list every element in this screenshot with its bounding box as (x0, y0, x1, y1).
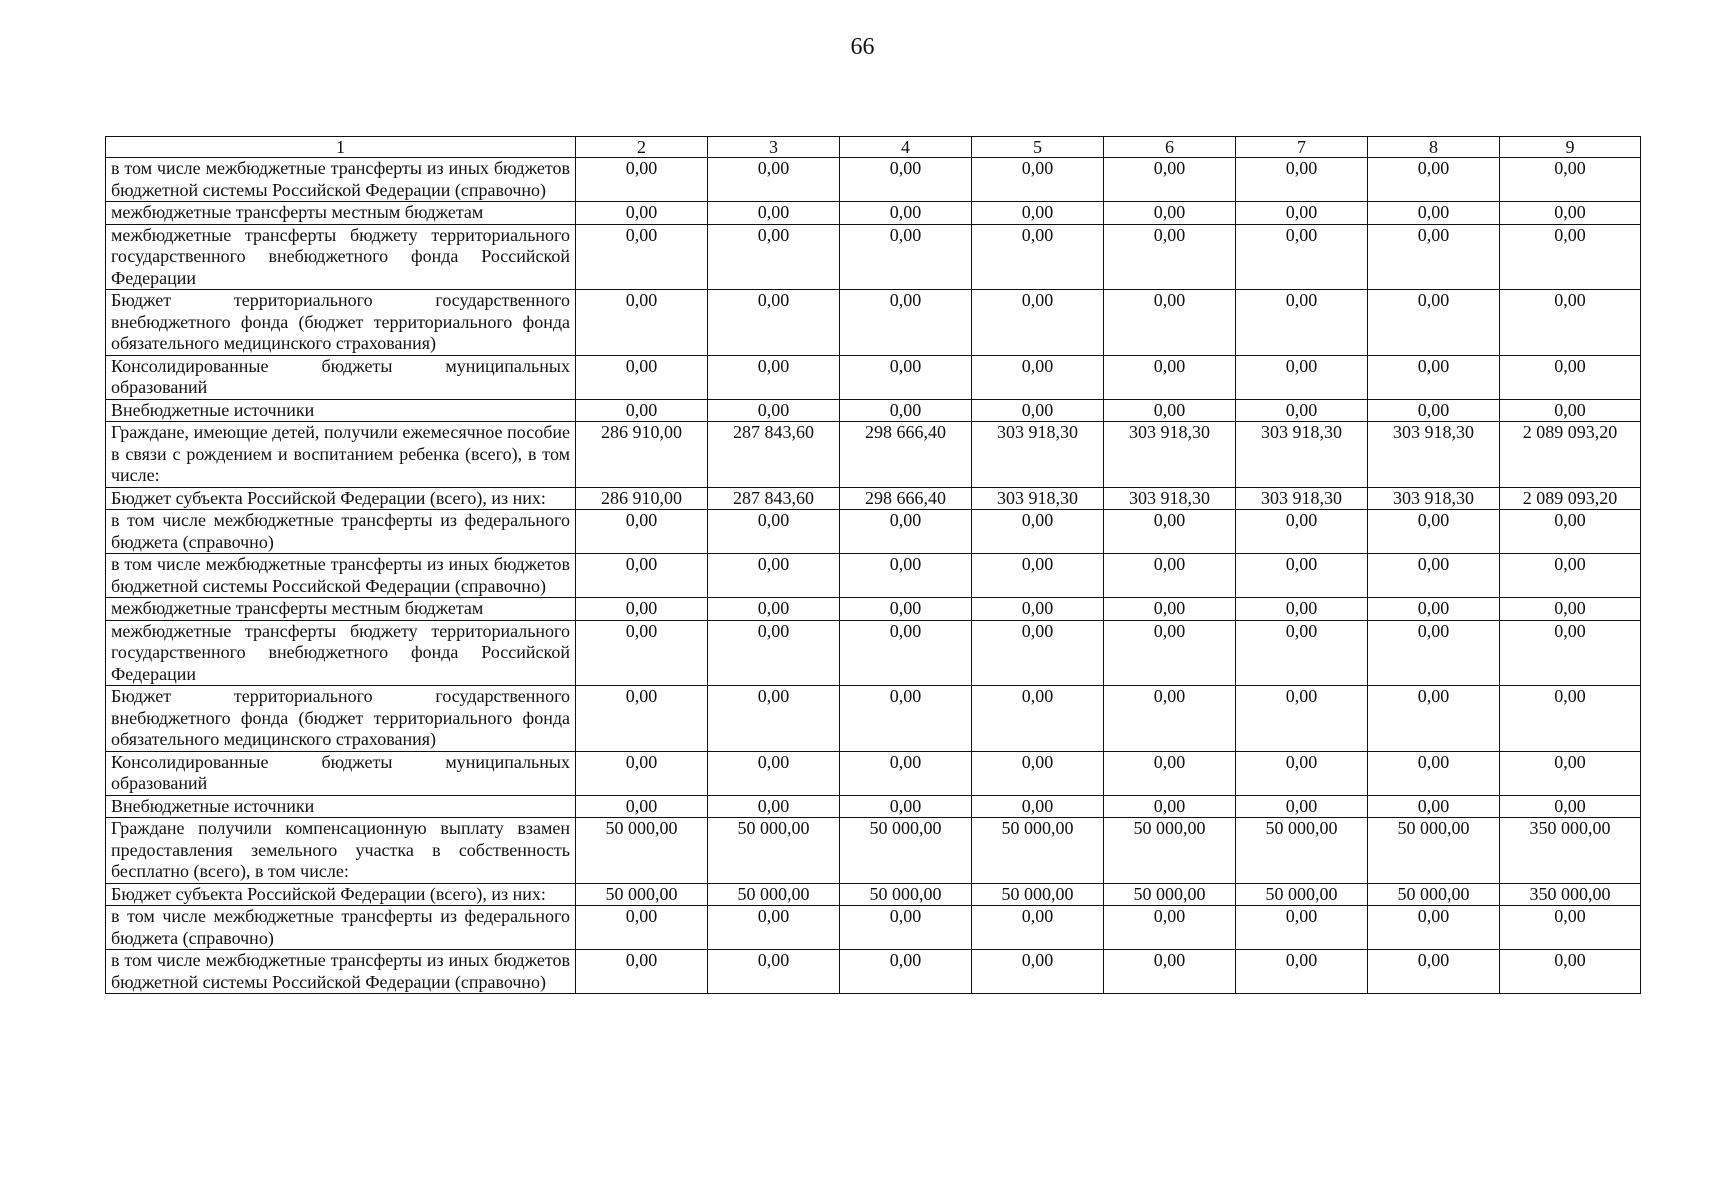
row-value: 0,00 (1368, 686, 1500, 752)
row-value: 0,00 (840, 399, 972, 422)
row-value: 0,00 (1368, 510, 1500, 554)
row-value: 0,00 (1104, 795, 1236, 818)
row-value: 0,00 (708, 950, 840, 994)
row-label: в том числе межбюджетные трансферты из федерального бюджета (справочно) (106, 906, 576, 950)
row-value: 350 000,00 (1500, 883, 1641, 906)
table-row (106, 202, 1641, 225)
row-value: 0,00 (1500, 751, 1641, 795)
row-value: 0,00 (1368, 598, 1500, 621)
row-value: 0,00 (1500, 290, 1641, 356)
row-value: 0,00 (1368, 751, 1500, 795)
row-value: 0,00 (1104, 224, 1236, 290)
row-value: 50 000,00 (1368, 883, 1500, 906)
row-value: 303 918,30 (972, 422, 1104, 488)
row-value: 0,00 (840, 686, 972, 752)
table-row (106, 355, 1641, 399)
table-row (106, 686, 1641, 752)
row-value: 0,00 (840, 950, 972, 994)
row-value: 0,00 (576, 355, 708, 399)
row-value: 0,00 (1236, 686, 1368, 752)
table-row (106, 510, 1641, 554)
table-row (106, 950, 1641, 994)
row-label: Консолидированные бюджеты муниципальных образований (106, 751, 576, 795)
row-value: 303 918,30 (1368, 422, 1500, 488)
row-value: 0,00 (840, 795, 972, 818)
row-value: 0,00 (708, 158, 840, 202)
row-label: межбюджетные трансферты местным бюджетам (106, 202, 576, 225)
row-label: межбюджетные трансферты местным бюджетам (106, 598, 576, 621)
row-value: 0,00 (1368, 906, 1500, 950)
row-value: 0,00 (972, 906, 1104, 950)
row-value: 0,00 (576, 906, 708, 950)
row-value: 0,00 (840, 510, 972, 554)
row-value: 50 000,00 (1104, 883, 1236, 906)
table-row (106, 224, 1641, 290)
row-value: 0,00 (972, 620, 1104, 686)
row-value: 0,00 (1500, 158, 1641, 202)
row-value: 0,00 (840, 224, 972, 290)
budget-table (105, 136, 1641, 994)
table-row (106, 883, 1641, 906)
row-value: 0,00 (708, 355, 840, 399)
row-value: 0,00 (1104, 554, 1236, 598)
row-value: 303 918,30 (1104, 422, 1236, 488)
row-value: 0,00 (1236, 795, 1368, 818)
row-value: 0,00 (972, 751, 1104, 795)
row-value: 303 918,30 (1104, 487, 1236, 510)
row-value: 0,00 (840, 202, 972, 225)
row-value: 0,00 (972, 795, 1104, 818)
row-value: 0,00 (1104, 290, 1236, 356)
row-label: Бюджет территориального государственного внебюджетного фонда (бюджет территориального фонда обязательного медицинского страхования) (106, 290, 576, 356)
header-row (106, 137, 1641, 158)
row-value: 0,00 (1104, 399, 1236, 422)
row-value: 0,00 (708, 510, 840, 554)
row-value: 2 089 093,20 (1500, 487, 1641, 510)
row-value: 287 843,60 (708, 487, 840, 510)
row-value: 0,00 (1236, 950, 1368, 994)
row-value: 0,00 (1368, 290, 1500, 356)
row-value: 0,00 (1104, 355, 1236, 399)
row-value: 0,00 (840, 751, 972, 795)
row-value: 0,00 (1500, 686, 1641, 752)
row-value: 0,00 (1104, 620, 1236, 686)
row-value: 287 843,60 (708, 422, 840, 488)
row-value: 0,00 (1368, 158, 1500, 202)
row-value: 0,00 (1500, 202, 1641, 225)
row-value: 298 666,40 (840, 422, 972, 488)
row-value: 0,00 (708, 202, 840, 225)
row-value: 50 000,00 (708, 818, 840, 884)
row-value: 0,00 (708, 686, 840, 752)
table-row (106, 290, 1641, 356)
row-value: 0,00 (972, 554, 1104, 598)
row-label: Бюджет субъекта Российской Федерации (всего), из них: (106, 883, 576, 906)
row-value: 0,00 (840, 554, 972, 598)
row-value: 0,00 (576, 510, 708, 554)
column-header: 5 (972, 137, 1104, 158)
row-value: 0,00 (972, 290, 1104, 356)
row-label: межбюджетные трансферты бюджету территориального государственного внебюджетного фонда Российской Федерации (106, 224, 576, 290)
row-value: 286 910,00 (576, 487, 708, 510)
row-value: 0,00 (840, 158, 972, 202)
row-label: Консолидированные бюджеты муниципальных образований (106, 355, 576, 399)
row-value: 0,00 (708, 554, 840, 598)
row-value: 0,00 (1236, 355, 1368, 399)
row-value: 350 000,00 (1500, 818, 1641, 884)
row-label: межбюджетные трансферты бюджету территориального государственного внебюджетного фонда Российской Федерации (106, 620, 576, 686)
row-label: Бюджет субъекта Российской Федерации (всего), из них: (106, 487, 576, 510)
row-value: 0,00 (1500, 906, 1641, 950)
row-value: 50 000,00 (972, 818, 1104, 884)
row-value: 298 666,40 (840, 487, 972, 510)
table-header (106, 137, 1641, 158)
row-label: Внебюджетные источники (106, 399, 576, 422)
column-header: 2 (576, 137, 708, 158)
row-value: 50 000,00 (1236, 883, 1368, 906)
table-row (106, 818, 1641, 884)
row-value: 0,00 (1236, 906, 1368, 950)
table-row (106, 554, 1641, 598)
row-label: Бюджет территориального государственного внебюджетного фонда (бюджет территориального фонда обязательного медицинского страхования) (106, 686, 576, 752)
row-value: 303 918,30 (1236, 487, 1368, 510)
row-value: 0,00 (1500, 510, 1641, 554)
row-value: 0,00 (1236, 620, 1368, 686)
row-value: 50 000,00 (1368, 818, 1500, 884)
table-row (106, 620, 1641, 686)
row-value: 0,00 (1500, 355, 1641, 399)
row-value: 0,00 (576, 686, 708, 752)
row-value: 0,00 (972, 158, 1104, 202)
table-row (106, 158, 1641, 202)
row-value: 0,00 (708, 795, 840, 818)
column-header: 1 (106, 137, 576, 158)
row-value: 0,00 (1368, 795, 1500, 818)
row-value: 0,00 (1236, 554, 1368, 598)
column-header: 8 (1368, 137, 1500, 158)
row-value: 0,00 (1368, 950, 1500, 994)
row-value: 0,00 (1368, 620, 1500, 686)
column-header: 3 (708, 137, 840, 158)
row-value: 0,00 (840, 290, 972, 356)
row-value: 0,00 (576, 795, 708, 818)
row-label: Внебюджетные источники (106, 795, 576, 818)
column-header: 7 (1236, 137, 1368, 158)
row-value: 0,00 (1104, 906, 1236, 950)
row-value: 0,00 (1368, 554, 1500, 598)
row-value: 0,00 (1236, 399, 1368, 422)
row-value: 0,00 (1236, 598, 1368, 621)
row-value: 303 918,30 (972, 487, 1104, 510)
row-value: 0,00 (576, 554, 708, 598)
row-value: 303 918,30 (1236, 422, 1368, 488)
row-value: 303 918,30 (1368, 487, 1500, 510)
row-value: 0,00 (1104, 751, 1236, 795)
row-value: 0,00 (840, 620, 972, 686)
row-value: 0,00 (1500, 224, 1641, 290)
row-value: 0,00 (576, 950, 708, 994)
column-header: 9 (1500, 137, 1641, 158)
row-value: 0,00 (576, 224, 708, 290)
table-body (106, 158, 1641, 994)
row-value: 50 000,00 (972, 883, 1104, 906)
row-value: 0,00 (972, 202, 1104, 225)
row-value: 50 000,00 (576, 818, 708, 884)
row-value: 0,00 (708, 399, 840, 422)
row-value: 0,00 (972, 399, 1104, 422)
table-row (106, 795, 1641, 818)
row-value: 50 000,00 (576, 883, 708, 906)
row-value: 0,00 (972, 510, 1104, 554)
row-value: 0,00 (1236, 290, 1368, 356)
row-value: 0,00 (972, 598, 1104, 621)
row-value: 0,00 (1368, 202, 1500, 225)
row-value: 50 000,00 (840, 818, 972, 884)
row-value: 50 000,00 (840, 883, 972, 906)
row-value: 0,00 (708, 751, 840, 795)
row-value: 0,00 (1104, 950, 1236, 994)
row-label: в том числе межбюджетные трансферты из федерального бюджета (справочно) (106, 510, 576, 554)
row-value: 0,00 (576, 290, 708, 356)
row-value: 0,00 (576, 620, 708, 686)
table-row (106, 906, 1641, 950)
row-value: 0,00 (1104, 510, 1236, 554)
row-value: 0,00 (972, 686, 1104, 752)
row-value: 0,00 (1368, 399, 1500, 422)
row-value: 0,00 (1500, 950, 1641, 994)
page-number: 66 (850, 34, 875, 60)
row-value: 0,00 (840, 906, 972, 950)
row-value: 0,00 (1236, 510, 1368, 554)
row-value: 0,00 (1500, 598, 1641, 621)
table-row (106, 487, 1641, 510)
row-value: 0,00 (576, 598, 708, 621)
row-value: 0,00 (576, 202, 708, 225)
row-label: Граждане, имеющие детей, получили ежемесячное пособие в связи с рождением и воспитанием ребенка (всего), в том числе: (106, 422, 576, 488)
row-value: 2 089 093,20 (1500, 422, 1641, 488)
row-label: в том числе межбюджетные трансферты из иных бюджетов бюджетной системы Российской Федерации (справочно) (106, 950, 576, 994)
table-row (106, 399, 1641, 422)
row-value: 0,00 (840, 355, 972, 399)
row-value: 0,00 (1104, 202, 1236, 225)
row-value: 0,00 (1500, 399, 1641, 422)
row-value: 0,00 (840, 598, 972, 621)
row-value: 0,00 (708, 906, 840, 950)
row-value: 0,00 (708, 620, 840, 686)
row-value: 0,00 (1236, 158, 1368, 202)
row-value: 0,00 (1500, 554, 1641, 598)
row-value: 0,00 (972, 950, 1104, 994)
row-value: 0,00 (1104, 598, 1236, 621)
row-value: 0,00 (1236, 224, 1368, 290)
row-value: 0,00 (1368, 224, 1500, 290)
row-value: 0,00 (576, 751, 708, 795)
row-value: 0,00 (708, 224, 840, 290)
row-value: 0,00 (1236, 751, 1368, 795)
row-value: 0,00 (1104, 158, 1236, 202)
table-row (106, 598, 1641, 621)
row-value: 0,00 (1500, 620, 1641, 686)
row-value: 0,00 (576, 399, 708, 422)
row-value: 0,00 (1500, 795, 1641, 818)
row-value: 0,00 (1236, 202, 1368, 225)
row-value: 0,00 (708, 290, 840, 356)
column-header: 4 (840, 137, 972, 158)
row-label: в том числе межбюджетные трансферты из иных бюджетов бюджетной системы Российской Федерации (справочно) (106, 158, 576, 202)
row-value: 0,00 (576, 158, 708, 202)
row-label: Граждане получили компенсационную выплату взамен предоставления земельного участка в собственность бесплатно (всего), в том числе: (106, 818, 576, 884)
row-value: 0,00 (972, 224, 1104, 290)
table-row (106, 422, 1641, 488)
row-value: 286 910,00 (576, 422, 708, 488)
row-label: в том числе межбюджетные трансферты из иных бюджетов бюджетной системы Российской Федерации (справочно) (106, 554, 576, 598)
row-value: 50 000,00 (708, 883, 840, 906)
row-value: 50 000,00 (1236, 818, 1368, 884)
row-value: 50 000,00 (1104, 818, 1236, 884)
table-row (106, 751, 1641, 795)
row-value: 0,00 (1368, 355, 1500, 399)
row-value: 0,00 (708, 598, 840, 621)
column-header: 6 (1104, 137, 1236, 158)
row-value: 0,00 (1104, 686, 1236, 752)
row-value: 0,00 (972, 355, 1104, 399)
